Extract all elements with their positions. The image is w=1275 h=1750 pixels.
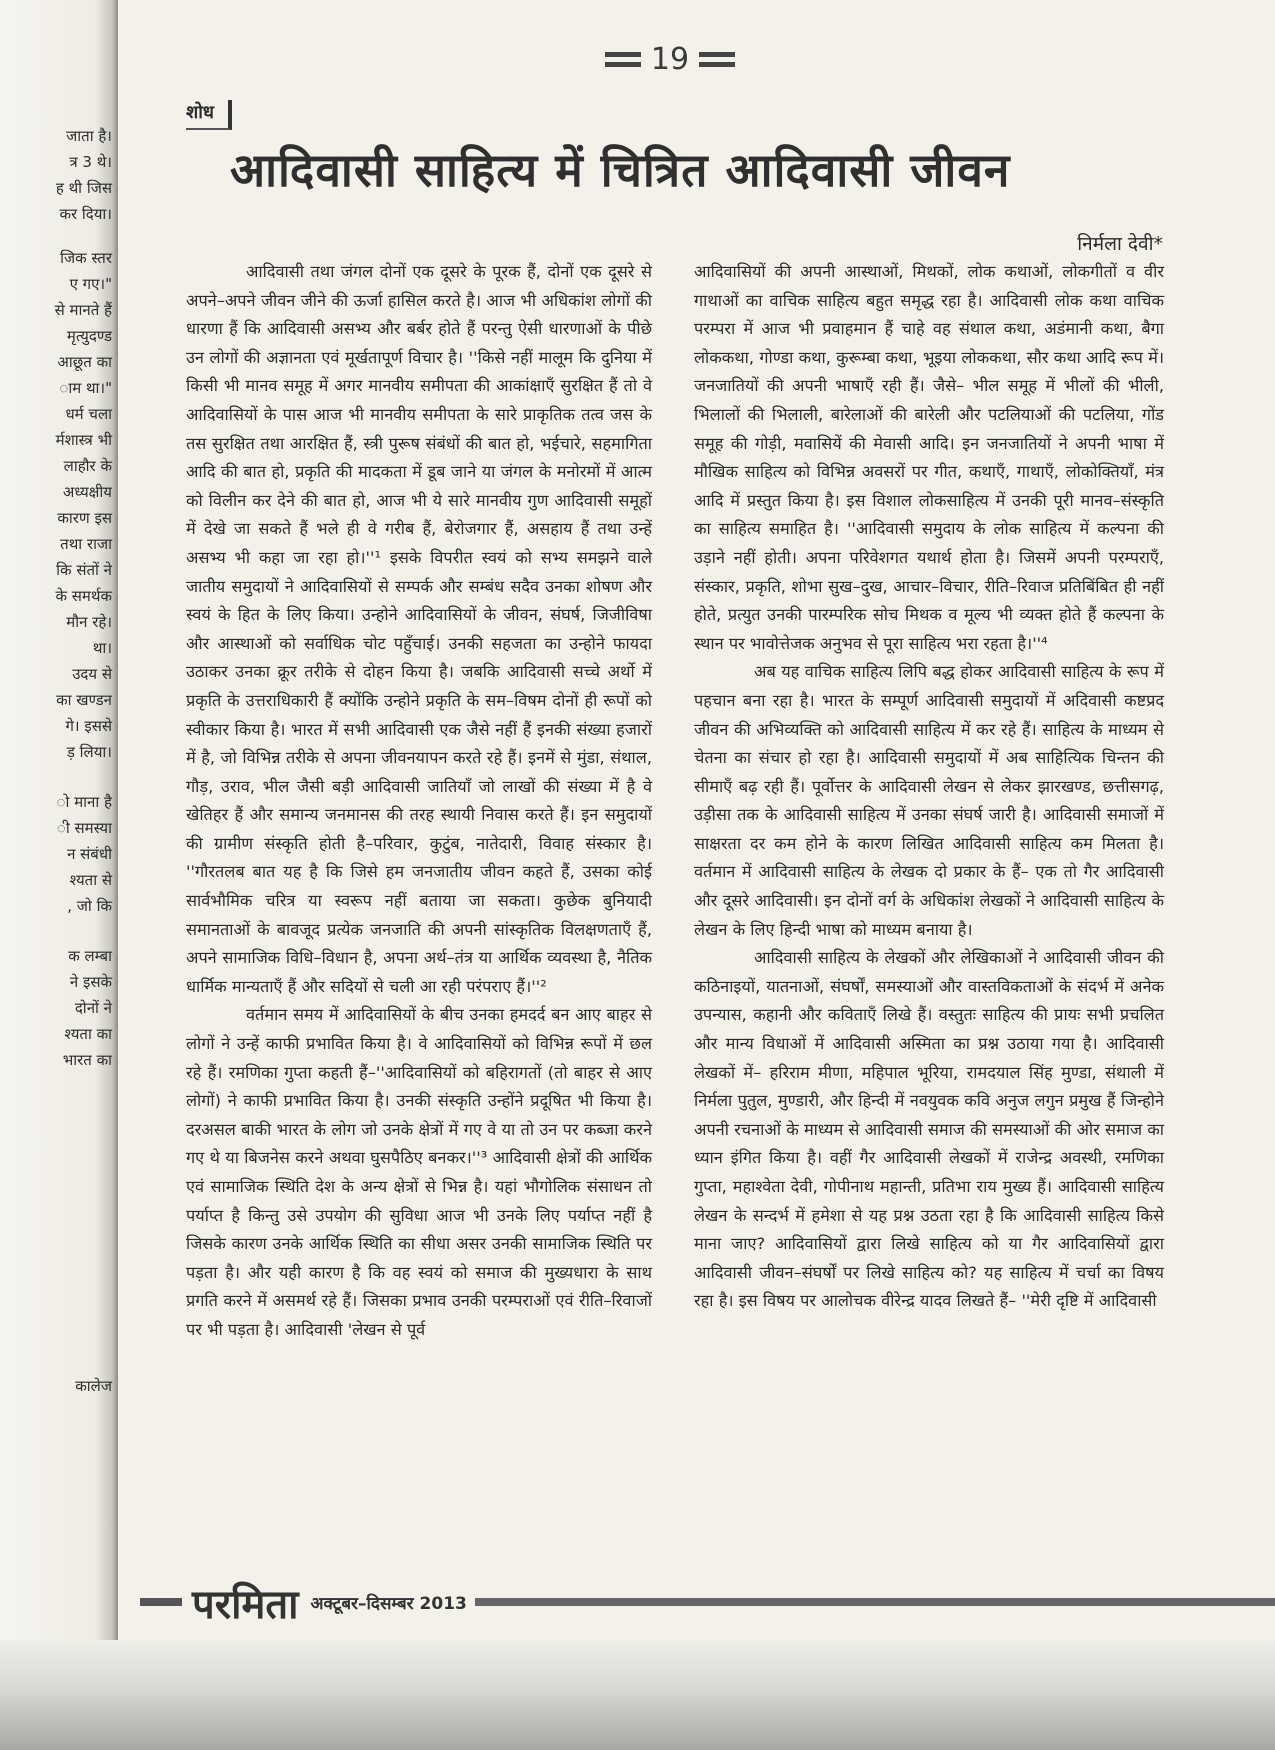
right-paragraph-3: आदिवासी साहित्य के लेखकों और लेखिकाओं ने आदिवासी जीवन की कठिनाइयों, यातनाओं, संघर्षों, समस्याओं और वास्तविकताओं के संदर्भ में अनेक उपन्यास, कहानी और कविताएँ लिखे हैं। वस्तुतः साहित्य की प्रायः सभी प्रचलित और मान्य विधाओं में आदिवासी अस्मिता का प्रश्न उठाया गया है। आदिवासी लेखकों में– हरिराम मीणा, महिपाल भूरिया, रामदयाल सिंह मुण्डा, संथाली में निर्मला पुतुल, मुण्डारी, और हिन्दी में नवयुवक कवि अनुज लगुन प्रमुख हैं जिन्होने अपनी रचनाओं के माध्यम से आदिवासी समाज की समस्याओं की ओर समाज का ध्यान इंगित किया है। वहीं गैर आदिवासी लेखकों में राजेन्द्र अवस्थी, रमणिका गुप्ता, महाश्वेता देवी, गोपीनाथ महान्ती, प्रतिभा राय मुख्य हैं। आदिवासी साहित्य लेखन के सन्दर्भ में हमेशा से यह प्रश्न उठता रहा है कि आदिवासी साहित्य किसे माना जाए? आदिवासियों द्वारा लिखे साहित्य को या गैर आदिवासियों द्वारा आदिवासी जीवन–संघर्षों पर लिखे साहित्य को? यह साहित्य में चर्चा का विषय रहा है। इस विषय पर आलोचक वीरेन्द्र यादव लिखते हैं– ''मेरी दृष्टि में आदिवासी (694, 948, 1164, 1311)
adjacent-page-fragment: त्र 3 थे। (69, 153, 112, 171)
adjacent-page-fragment: जिक स्तर (60, 249, 112, 267)
page-number-right-ornament (699, 52, 735, 67)
adjacent-page-fragment: जाता है। (66, 127, 112, 145)
adjacent-page-fragment: धर्म चला (65, 405, 112, 423)
adjacent-page-fragment: आछूत का (57, 353, 112, 371)
right-paragraph-1: आदिवासियों की अपनी आस्थाओं, मिथकों, लोक कथाओं, लोकगीतों व वीर गाथाओं का वाचिक साहित्य बहुत समृद्ध रहा है। आदिवासी लोक कथा वाचिक परम्परा में आज भी प्रवाहमान हैं चाहे वह संथाल कथा, अडंमानी कथा, बैगा लोककथा, गोण्डा कथा, कुरूम्बा कथा, भूइया लोककथा, सौर कथा आदि रूप में। जनजातियों की अपनी भाषाएँ रही हैं। जैसे– भील समूह में भीलों की भीली, भिलालों की भिलाली, बारेलाओं की बारेली और पटलियाओं की पटलिया, गोंड समूह की गोड़ी, मवासियें की मेवासी आदि। इन जनजातियों ने अपनी भाषा में मौखिक साहित्य को विभिन्न अवसरों पर गीत, कथाएँ, गाथाएँ, लोकोक्तियाँ, मंत्र आदि में प्रस्तुत किया है। इस विशाल लोकसाहित्य में उनकी पूरी मानव–संस्कृति का साहित्य समाहित है। ''आदिवासी समुदाय के लोक साहित्य में कल्पना की उड़ाने नहीं होती। अपना परिवेशगत यथार्थ होता है। जिसमें अपनी परम्पराएँ, संस्कार, प्रकृति, शोभा सुख–दुख, आचार–विचार, रीति–रिवाज प्रतिबिंबित ही नहीं होते, प्रत्युत उनकी पारम्परिक सोच मिथक व मूल्य भी व्यक्त होते हैं कल्पना के स्थान पर भावोत्तेजक अनुभव से पूरा साहित्य भरा रहता है।''⁴ (694, 262, 1164, 653)
adjacent-page-fragment: ो माना है (56, 793, 112, 811)
adjacent-page-fragment: ए गए।" (69, 275, 112, 293)
left-paragraph-2: वर्तमान समय में आदिवासियों के बीच उनका हमदर्द बन आए बाहर से लोगों ने उन्हें काफी प्रभावित किया है। वे आदिवासियों को विभिन्न रूपों में छल रहे हैं। रमणिका गुप्ता कहती हैं–''आदिवासियों को बहिरागतों (तो बाहर से आए लोगों) ने काफी प्रभावित किया है। उनकी संस्कृति उन्होंने प्रदूषित भी किया है। दरअसल बाकी भारत के लोग जो उनके क्षेत्रों में गए वे या तो उन पर कब्जा करने गए थे या बिजनेस करने अथवा घुसपैठिए बनकर।''³ आदिवासी क्षेत्रों की आर्थिक एवं सामाजिक स्थिति देश के अन्य क्षेत्रों से भिन्न है। यहां भौगोलिक संसाधन तो पर्याप्त है किन्तु उसे उपयोग की सुविधा आज भी उनके लिए पर्याप्त नहीं है जिसके कारण उनके आर्थिक स्थिति का सीधा असर उनकी सामाजिक स्थिति पर पड़ता है। और यही कारण है कि वह स्वयं को समाज की मुख्यधारा के साथ प्रगति करने में असमर्थ रहे हैं। जिसका प्रभाव उनकी परम्पराओं एवं रीति–रिवाजों पर भी पड़ता है। आदिवासी 'लेखन से पूर्व (186, 1005, 652, 1339)
footer-rule-left (140, 1598, 182, 1606)
adjacent-page-fragment: कर दिया। (59, 205, 112, 223)
section-tag: शोध (186, 100, 232, 130)
adjacent-page-fragment: भारत का (62, 1051, 112, 1069)
adjacent-page-fragment: ी समस्या (56, 819, 112, 837)
adjacent-page-fragment: मौन रहे। (66, 613, 112, 631)
scan-bottom-shadow (0, 1640, 1275, 1750)
adjacent-page-fragment: मृत्युदण्ड (66, 327, 112, 345)
adjacent-page-fragment: , जो कि (67, 897, 112, 915)
right-paragraph-2: अब यह वाचिक साहित्य लिपि बद्ध होकर आदिवासी साहित्य के रूप में पहचान बना रहा है। भारत के सम्पूर्ण आदिवासी समुदायों में अदिवासी कष्टप्रद जीवन की अभिव्यक्ति को आदिवासी साहित्य में कर रहे हैं। साहित्य के माध्यम से चेतना का संचार हो रहा है। आदिवासी समुदायों में अब साहित्यिक चिन्तन की सीमाएँ बढ़ रही हैं। पूर्वोत्तर के आदिवासी लेखन से लेकर झारखण्ड, छत्तीसगढ़, उड़ीसा तक के आदिवासी साहित्य में उनका संघर्ष जारी है। आदिवासी समाजों में साक्षरता दर कम होने के कारण लिखित आदिवासी साहित्य कम मिलता है। वर्तमान में आदिवासी साहित्य के लेखक दो प्रकार के हैं– एक तो गैर आदिवासी और दूसरे आदिवासी। इन दोनों वर्ग के अधिकांश लेखकों ने आदिवासी साहित्य के लेखन के लिए हिन्दी भाषा को माध्यम बनाया है। (694, 662, 1164, 939)
adjacent-page-fragment: अध्यक्षीय (62, 483, 112, 501)
left-paragraph-1: आदिवासी तथा जंगल दोनों एक दूसरे के पूरक हैं, दोनों एक दूसरे से अपने–अपने जीवन जीने की ऊर्जा हासिल करते है। आज भी अधिकांश लोगों की धारणा हैं कि आदिवासी असभ्य और बर्बर होते हैं परन्तु ऐसी धारणाओं के पीछे उन लोगों की अज्ञानता एवं मूर्खतापूर्ण विचार है। ''किसे नहीं मालूम कि दुनिया में किसी भी मानव समूह में अगर मानवीय समीपता की आकांक्षाएँ सुरक्षित हैं तो वे आदिवासियों के पास आज भी मानवीय समीपता के सारे प्राकृतिक तत्व जस के तस सुरक्षित तथा आरक्षित हैं, स्त्री पुरूष संबंधों की बात हो, भईचारे, सहमागिता आदि की बात हो, प्रकृति की मादकता में डूब जाने या जंगल के मनोरमों में आत्म को विलीन कर देने की बात हो, आज भी ये सारे मानवीय गुण आदिवासी समूहों में देखे जा सकते हैं भले ही वे गरीब हैं, बेरोजगार हैं, असहाय हैं तथा उन्हें असभ्य भी कहा जा रहा हो।''¹ इसके विपरीत स्वयं को सभ्य समझने वाले जातीय समुदायों ने आदिवासियों से सम्पर्क और सम्बंध सदैव उनका शोषण और स्वयं के हित के लिए किया। उन्होने आदिवासियों के जीवन, संघर्ष, जिजीविषा और आस्थाओं को सर्वाधिक चोट पहुँचाई। उनकी सहजता का उन्होने फायदा उठाकर उनका क्रूर तरीके से दोहन किया है। जबकि आदिवासी सच्चे अर्थो में प्रकृति के उत्तराधिकारी हैं क्योंकि उन्होने प्रकृति के सम–विषम दोनों ही रूपों को स्वीकार किया है। भारत में सभी आदिवासी एक जैसे नहीं हैं इनकी संख्या हजारों में है, जो विभिन्न तरीके से अपना जीवनयापन करते रहे हैं। इनमें से मुंडा, संथाल, गौड़, उराव, भील जैसी बड़ी आदिवासी जातियाँ जो लाखों की संख्या में है वे खेतिहर हैं और समान्य जनमानस की तरह स्थायी निवास करते हैं। इन समुदायों की ग्रामीण संस्कृति होती है–परिवार, कुटुंब, नातेदारी, विवाह संस्कार है। ''गौरतलब बात यह है कि जिसे हम जनजातीय जीवन कहते हैं, उसका कोई सार्वभौमिक चरित्र या स्वरूप नहीं बताया जा सकता। कुछेक बुनियादी समानताओं के बावजूद प्रत्येक जनजाति की अपनी सांस्कृतिक विलक्षणताएँ हैं, अपने सामाजिक विधि–विधान है, अपना अर्थ–तंत्र या आर्थिक व्यवस्था है, नैतिक धार्मिक मान्यताएँ हैं और सदियों से चली आ रही परंपराए हैं।''² (186, 262, 652, 996)
issue-date: अक्टूबर–दिसम्बर 2013 (310, 1593, 467, 1614)
adjacent-page-fragment: क लम्बा (68, 947, 112, 965)
author-name: निर्मला देवी* (1077, 233, 1163, 255)
adjacent-page-strip (0, 0, 118, 1650)
adjacent-page-fragment: ड़ लिया। (66, 743, 112, 761)
page-number (590, 34, 750, 84)
adjacent-page-fragment: ने इसके (69, 973, 112, 991)
page-number-left-ornament (605, 52, 641, 67)
adjacent-page-fragment: के समर्थक (55, 587, 112, 605)
adjacent-page-fragment: न संबंधी (67, 845, 112, 863)
page-number-value: 19 (650, 41, 690, 77)
adjacent-page-fragment: उदय से (72, 665, 112, 683)
right-column (694, 258, 1164, 1316)
footer-rule-right (475, 1598, 1275, 1606)
adjacent-page-fragment: श्यता से (69, 871, 112, 889)
left-column (186, 258, 652, 1345)
magazine-name: परमिता (192, 1581, 299, 1628)
adjacent-page-fragment: कारण इस (57, 509, 112, 527)
adjacent-page-fragment: से मानते हैं (54, 301, 112, 319)
adjacent-page-fragment: ह थी जिस (55, 179, 112, 197)
adjacent-page-fragment: दोनों ने (74, 999, 112, 1017)
adjacent-page-fragment: कालेज (75, 1377, 112, 1395)
adjacent-page-fragment: र्मशास्त्र भी (55, 431, 112, 449)
adjacent-page-fragment: श्यता का (64, 1025, 112, 1043)
adjacent-page-fragment: लाहौर के (63, 457, 112, 475)
adjacent-page-fragment: कि संतों ने (56, 561, 112, 579)
page-footer (140, 1572, 1275, 1632)
adjacent-page-fragment: गे। इससे (65, 717, 112, 735)
adjacent-page-fragment: ाम था।" (59, 379, 112, 397)
adjacent-page-fragment: का खण्डन (56, 691, 112, 709)
adjacent-page-fragment: तथा राजा (60, 535, 112, 553)
adjacent-page-fragment: था। (92, 639, 112, 657)
article-title: आदिवासी साहित्य में चित्रित आदिवासी जीवन (230, 143, 1011, 197)
